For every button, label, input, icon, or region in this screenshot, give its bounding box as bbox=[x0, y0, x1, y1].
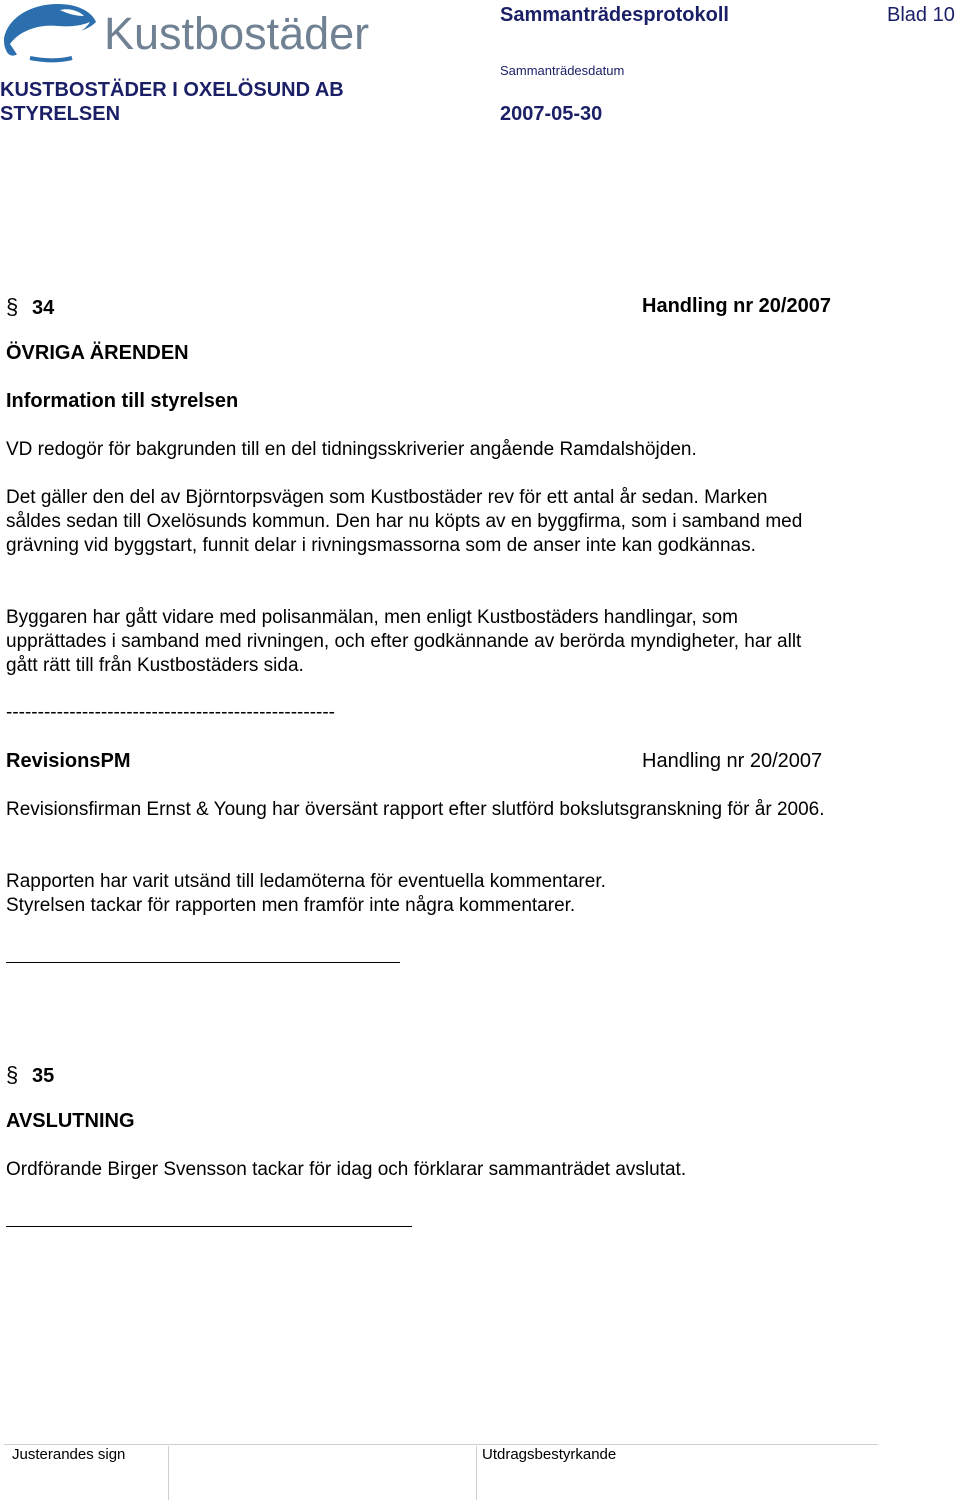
section-35-number bbox=[6, 1062, 54, 1088]
section-34-heading: ÖVRIGA ÄRENDEN bbox=[6, 342, 189, 364]
paragraph: Det gäller den del av Björntorpsvägen som Kustbostäder rev för ett antal år sedan. Marken såldes sedan till Oxelösunds kommun. Den har nu köpts av en byggfirma, som i samband med grävning vid byggstart, funnit delar i rivningsmassorna som de anser inte kan godkännas. bbox=[6, 487, 803, 556]
section-34-reference: Handling nr 20/2007 bbox=[642, 295, 831, 317]
department-name: STYRELSEN bbox=[0, 103, 121, 125]
meeting-date-label: Sammanträdesdatum bbox=[500, 63, 625, 78]
logo-wordmark: Kustbostäder bbox=[104, 8, 370, 59]
paragraph: Ordförande Birger Svensson tackar för idag och förklarar sammanträdet avslutat. bbox=[6, 1159, 687, 1180]
section-35-heading: AVSLUTNING bbox=[6, 1110, 135, 1132]
paragraph: VD redogör för bakgrunden till en del tidningsskriverier angående Ramdalshöjden. bbox=[6, 439, 697, 460]
footer-divider bbox=[4, 1444, 878, 1445]
paragraph-sign-icon: § bbox=[6, 294, 19, 319]
meeting-date: 2007-05-30 bbox=[500, 103, 603, 125]
paragraph: Byggaren har gått vidare med polisanmälan, men enligt Kustbostäders handlingar, som upprättades i samband med rivningen, och efter godkännande av berörda myndigheter, har allt gått rätt till från Kustbostäders sida. bbox=[6, 607, 802, 676]
signature-line bbox=[6, 1226, 412, 1227]
paragraph-sign-icon: § bbox=[6, 1062, 19, 1087]
document-title: Sammanträdesprotokoll bbox=[500, 4, 729, 26]
footer-sign-label: Justerandes sign bbox=[12, 1446, 126, 1463]
section-number: 35 bbox=[32, 1065, 55, 1087]
paragraph: Rapporten har varit utsänd till ledamöterna för eventuella kommentarer. bbox=[6, 871, 606, 892]
section-34-number bbox=[6, 294, 54, 320]
footer-column-divider bbox=[168, 1446, 169, 1500]
signature-line bbox=[6, 962, 400, 963]
section-number: 34 bbox=[32, 297, 55, 319]
paragraph: Styrelsen tackar för rapporten men framför inte några kommentarer. bbox=[6, 895, 576, 916]
revision-reference: Handling nr 20/2007 bbox=[642, 750, 823, 772]
company-name: KUSTBOSTÄDER I OXELÖSUND AB bbox=[0, 79, 344, 101]
dashed-separator: ---------------------------------------------------- bbox=[6, 702, 336, 723]
footer-extract-label: Utdragsbestyrkande bbox=[482, 1446, 617, 1463]
footer-column-divider bbox=[476, 1446, 477, 1500]
page-number: Blad 10 bbox=[887, 4, 955, 26]
paragraph: Revisionsfirman Ernst & Young har översänt rapport efter slutförd bokslutsgranskning för år 2006. bbox=[6, 799, 825, 820]
revision-heading: RevisionsPM bbox=[6, 750, 131, 772]
section-34-subheading: Information till styrelsen bbox=[6, 390, 239, 412]
fish-logo-icon bbox=[0, 0, 100, 70]
